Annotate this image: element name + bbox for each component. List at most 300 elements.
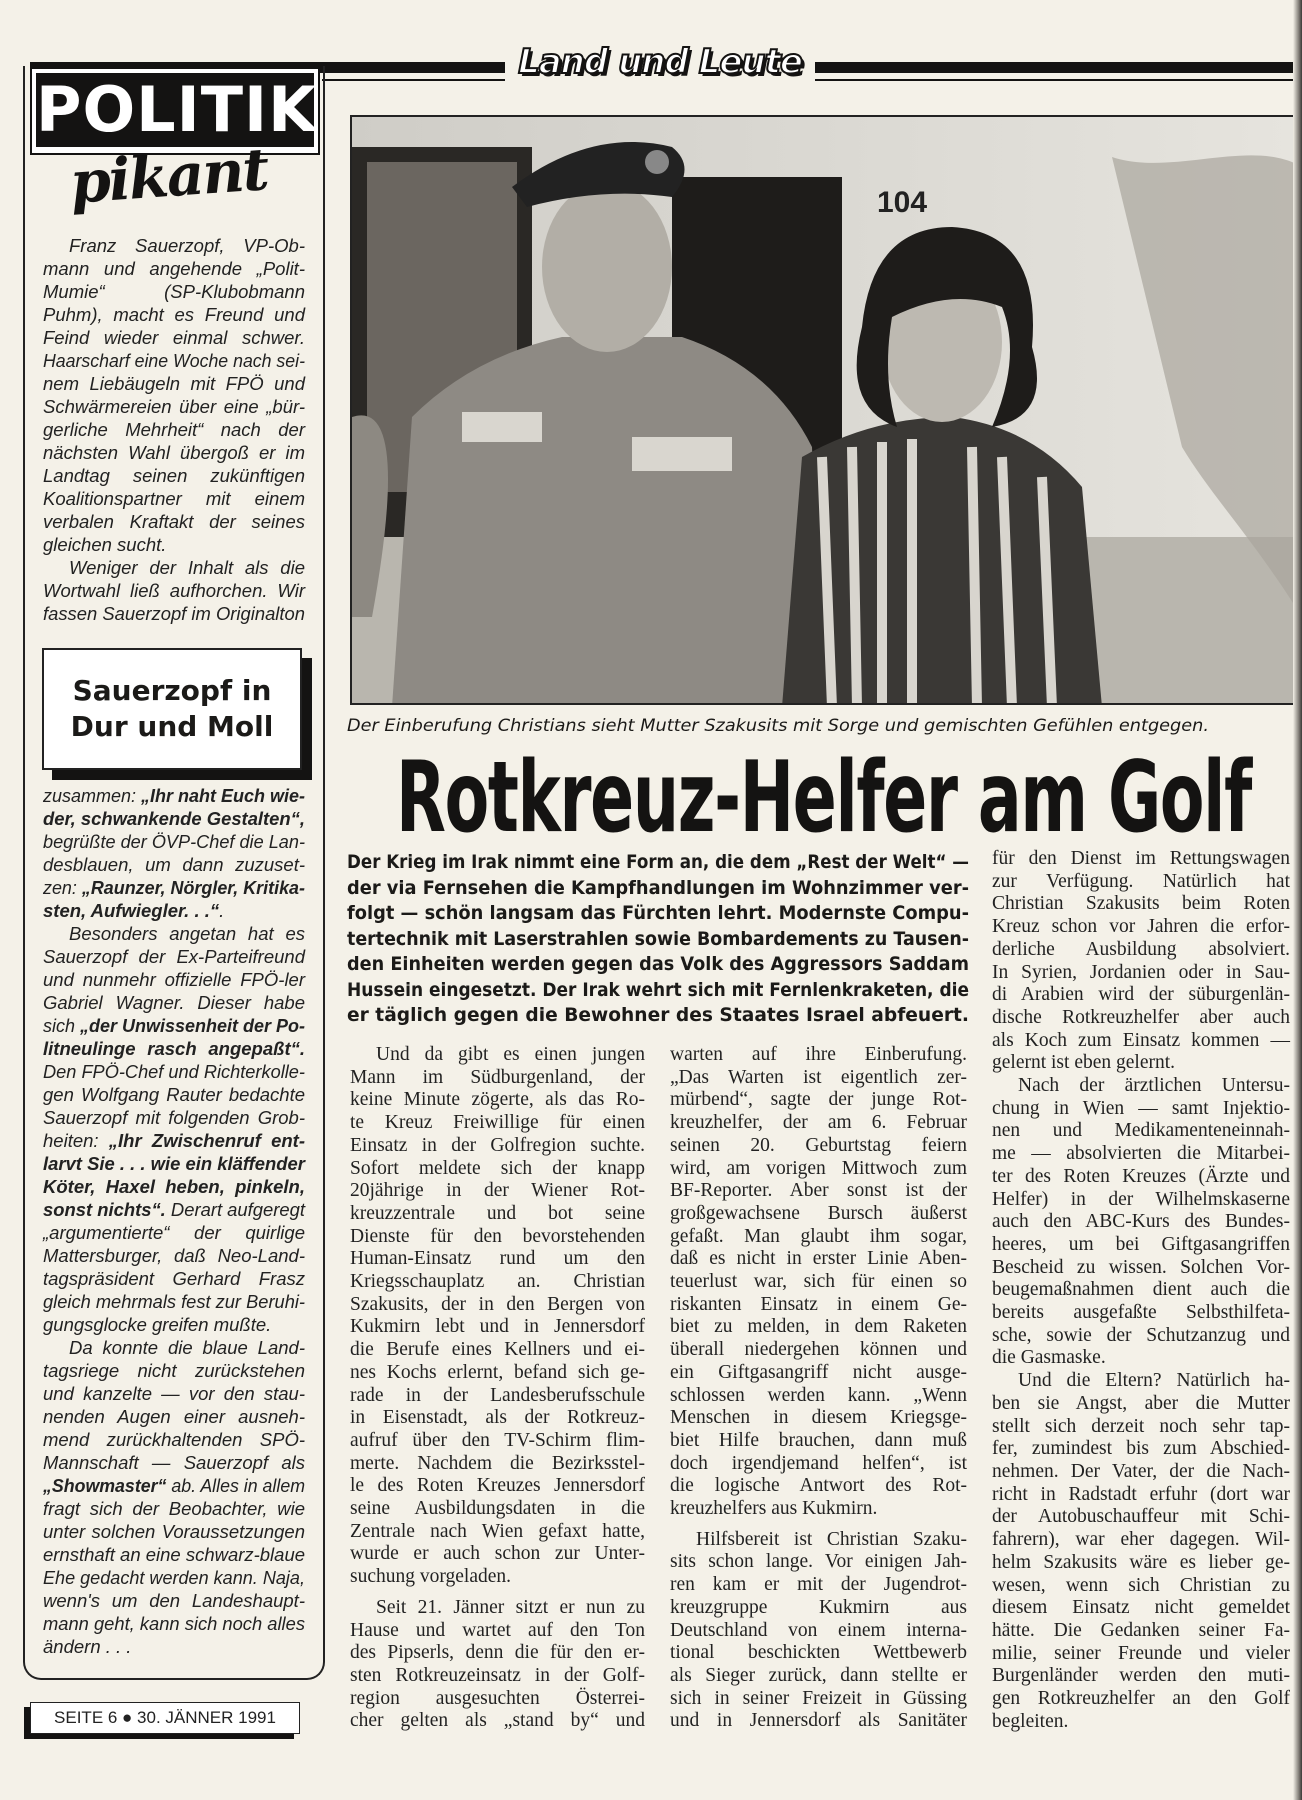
- text-segment: cher gelten als „stand by“ und: [350, 1710, 645, 1732]
- bold-quote: der, schwankende Gestalten“,: [43, 808, 305, 829]
- paragraph: [43, 234, 305, 556]
- text-line: [992, 1711, 1290, 1734]
- bold-quote: „der Unwissenheit der Po-: [80, 1015, 305, 1036]
- text-segment: Christian Szakusits beim Roten: [992, 893, 1290, 915]
- text-segment: mürbend“, sagte der junge Rot-: [670, 1089, 967, 1111]
- text-line: [992, 871, 1290, 894]
- text-line: [43, 1106, 305, 1129]
- text-line: [992, 1279, 1290, 1302]
- text-segment: wurde er auch schon zur Unter-: [350, 1543, 645, 1565]
- text-segment: 20jährige in der Wiener Rot-: [350, 1180, 645, 1202]
- text-line: [670, 1067, 967, 1090]
- text-segment: Mann im Südburgenland, der: [350, 1066, 645, 1088]
- text-segment: Dienste für den bevorstehenden: [350, 1225, 645, 1247]
- text-segment: Helfer) in der Wilhelmskaserne: [992, 1188, 1290, 1210]
- text-line: [43, 1612, 305, 1635]
- text-segment: und in Jennersdorf als Sanitäter: [670, 1710, 967, 1732]
- text-segment: daß es nicht in erster Linie Aben-: [670, 1248, 967, 1270]
- text-segment: großgewachsene Bursch äußerst: [670, 1202, 967, 1224]
- text-segment: BF-Reporter. Aber sonst ist der: [670, 1180, 967, 1202]
- text-line: [670, 1316, 967, 1339]
- text-segment: und kanzelte — vor den stau-: [43, 1383, 305, 1404]
- text-line: [43, 556, 305, 579]
- text-segment: folgt — schön langsam das Fürchten lehrt. Modernste Compu-: [347, 902, 969, 924]
- text-segment: merte. Nachdem die Bezirksstel-: [350, 1452, 645, 1474]
- text-segment: ben sie Angst, aber die Mutter: [992, 1392, 1290, 1414]
- text-segment: Und da gibt es einen jungen: [376, 1044, 645, 1065]
- text-segment: des Pipserls, denn die für den er-: [350, 1642, 645, 1664]
- text-line: [992, 1620, 1290, 1643]
- text-segment: gleichen sucht.: [43, 534, 167, 555]
- text-line: [992, 1438, 1290, 1461]
- text-line: [992, 1075, 1290, 1098]
- text-line: [670, 1430, 967, 1453]
- text-line: [347, 901, 969, 927]
- text-segment: tional beschickten Wettbewerb: [670, 1642, 967, 1664]
- text-line: [350, 1521, 645, 1544]
- text-segment: Hause und wartet auf den Ton: [350, 1619, 645, 1641]
- text-line: [43, 1037, 305, 1060]
- text-line: [43, 395, 305, 418]
- text-line: [347, 927, 969, 953]
- text-segment: unter solchen Voraussetzungen: [43, 1521, 305, 1542]
- text-segment: mann geht, kann sich noch alles: [43, 1613, 305, 1634]
- text-line: [670, 1385, 967, 1408]
- text-segment: Gabriel Wagner. Dieser habe: [43, 992, 305, 1013]
- text-segment: wird, am vorigen Mittwoch zum: [670, 1157, 967, 1179]
- text-segment: Szakusits, der in den Bergen von: [350, 1293, 645, 1315]
- text-segment: auch den ABC-Kurs des Bundes-: [992, 1211, 1290, 1233]
- text-line: [992, 939, 1290, 962]
- paragraph: [670, 1044, 967, 1521]
- text-line: [43, 303, 305, 326]
- text-line: [992, 1302, 1290, 1325]
- text-segment: biet zu melden, in dem Raketen: [670, 1316, 967, 1338]
- text-segment: Kukmirn lebt und in Jennersdorf: [350, 1316, 645, 1338]
- text-segment: gleich mehrmals fest zur Beruhi-: [43, 1291, 305, 1312]
- text-segment: sich: [43, 1015, 81, 1036]
- text-segment: Und die Eltern? Natürlich ha-: [1018, 1370, 1290, 1392]
- text-line: [992, 1643, 1290, 1666]
- text-line: [43, 991, 305, 1014]
- text-line: [350, 1362, 645, 1385]
- article-headline: Rotkreuz-Helfer am Golf: [396, 741, 1251, 855]
- text-line: [43, 1290, 305, 1313]
- text-segment: ab. Alles in allem: [166, 1475, 305, 1496]
- text-segment: Franz Sauerzopf, VP-Ob-: [69, 235, 305, 256]
- text-segment: Sauerzopf der Ex-Parteifreund: [43, 946, 305, 967]
- text-segment: Hilfsbereit ist Christian Szaku-: [696, 1528, 967, 1550]
- text-line: [347, 1003, 969, 1029]
- text-segment: Der Krieg im Irak nimmt eine Form an, die dem „Rest der Welt“ —: [347, 851, 969, 873]
- text-line: [43, 876, 305, 899]
- text-segment: Wortwahl ließ aufhorchen. Wir: [43, 580, 305, 601]
- text-segment: Einsatz in der Golfregion suchte.: [350, 1134, 645, 1156]
- text-line: [350, 1430, 645, 1453]
- text-segment: Haarscharf eine Woche nach sei-: [43, 350, 305, 371]
- text-segment: Bescheid zu wissen. Solchen Vor-: [992, 1256, 1290, 1278]
- text-line: [992, 962, 1290, 985]
- box-title-line1: Sauerzopf in: [72, 674, 272, 707]
- text-segment: nenden Augen einer ausneh-: [43, 1406, 305, 1427]
- text-segment: hätte. Die Gedanken seiner Fa-: [992, 1619, 1290, 1641]
- text-segment: Mumie“ (SP-Klubobmann: [43, 281, 305, 302]
- text-line: [670, 1407, 967, 1430]
- text-line: [992, 1529, 1290, 1552]
- text-segment: Deutschland von einem interna-: [670, 1619, 967, 1641]
- text-line: [43, 487, 305, 510]
- text-line: [43, 1014, 305, 1037]
- text-segment: der via Fernsehen die Kampfhandlungen im Wohnzimmer ver-: [347, 876, 969, 899]
- text-line: [350, 1475, 645, 1498]
- text-line: [670, 1688, 967, 1711]
- text-segment: Feind wieder einmal schwer.: [43, 327, 305, 348]
- text-line: [670, 1498, 967, 1521]
- text-segment: begrüßte der ÖVP-Chef die Lan-: [43, 831, 305, 852]
- text-line: [350, 1566, 645, 1589]
- house-number: 104: [877, 186, 928, 219]
- text-line: [350, 1180, 645, 1203]
- paragraph: [992, 848, 1290, 1075]
- text-line: [43, 807, 305, 830]
- text-segment: Besonders angetan hat es: [69, 923, 305, 944]
- text-line: [670, 1551, 967, 1574]
- text-segment: wesen, wenn sich Christian zu: [992, 1574, 1290, 1596]
- text-segment: suchung vorgeladen.: [350, 1566, 512, 1588]
- text-segment: Da konnte die blaue Land-: [69, 1337, 305, 1358]
- text-segment: sten Rotkreuzeinsatz in der Golf-: [350, 1664, 645, 1686]
- text-line: [43, 1267, 305, 1290]
- text-segment: und nunmehr offizielle FPÖ-ler: [43, 969, 305, 990]
- text-line: [350, 1248, 645, 1271]
- text-segment: warten auf ihre Einberufung.: [670, 1044, 967, 1065]
- text-line: [43, 1336, 305, 1359]
- text-line: [43, 1175, 305, 1198]
- text-line: [43, 1244, 305, 1267]
- text-line: [43, 1428, 305, 1451]
- text-segment: gelernt ist eben gelernt.: [992, 1052, 1176, 1074]
- text-segment: Nach der ärztlichen Untersu-: [1018, 1075, 1290, 1097]
- text-line: [350, 1271, 645, 1294]
- text-segment: Hussein eingesetzt. Der Irak wehrt sich mit Fernlenkraketen, die: [347, 978, 969, 1001]
- text-line: [350, 1112, 645, 1135]
- text-line: [992, 1370, 1290, 1393]
- text-line: [43, 945, 305, 968]
- text-line: [992, 893, 1290, 916]
- text-segment: gen Rotkreuzhelfer an den Golf: [992, 1688, 1290, 1710]
- text-segment: helm Szakusits wäre es lieber ge-: [992, 1551, 1290, 1573]
- text-line: [43, 1405, 305, 1428]
- text-line: [350, 1597, 645, 1620]
- text-line: [350, 1067, 645, 1090]
- text-line: [347, 978, 969, 1004]
- text-segment: mend zurückhaltenden SPÖ-: [43, 1429, 305, 1450]
- text-segment: gen Wolfgang Rauter bedachte: [43, 1084, 305, 1105]
- text-segment: begleiten.: [992, 1710, 1069, 1732]
- text-segment: zen:: [43, 877, 82, 898]
- text-segment: mann und angehende „Polit-: [43, 258, 305, 279]
- bold-quote: „Showmaster“: [43, 1475, 167, 1496]
- text-segment: sche, sowie der Schutzanzug und: [992, 1324, 1290, 1346]
- text-segment: Menschen in diesem Kriegsge-: [670, 1407, 967, 1429]
- text-segment: heeres, um bei Giftgasangriffen: [992, 1233, 1290, 1255]
- text-segment: sits schon lange. Vor einigen Jah-: [670, 1551, 967, 1573]
- text-line: [670, 1529, 967, 1552]
- text-segment: derliche Ausbildung absolviert.: [992, 938, 1290, 960]
- text-segment: In Syrien, Jordanien oder in Sau-: [992, 961, 1290, 983]
- text-line: [992, 1143, 1290, 1166]
- text-segment: gerliche Mehrheit“ nach der: [43, 419, 305, 440]
- paragraph: [670, 1529, 967, 1733]
- text-segment: fahrern), war eher dagegen. Wil-: [992, 1529, 1290, 1551]
- text-segment: richt in Radstadt erfuhr (dort war: [992, 1483, 1290, 1505]
- text-segment: Ehe gedacht werden kann. Naja,: [43, 1567, 305, 1588]
- text-segment: tagspräsident Gerhard Frasz: [43, 1268, 305, 1289]
- text-line: [43, 1497, 305, 1520]
- text-line: [43, 1198, 305, 1221]
- text-line: [43, 533, 305, 556]
- text-line: [992, 1120, 1290, 1143]
- text-line: [992, 916, 1290, 939]
- text-segment: zusammen:: [43, 785, 142, 806]
- paragraph: [43, 922, 305, 1336]
- text-segment: milie, seiner Freunde und vieler: [992, 1642, 1290, 1664]
- text-segment: .: [219, 900, 225, 921]
- text-line: [670, 1710, 967, 1733]
- text-line: [992, 1234, 1290, 1257]
- text-line: [992, 1506, 1290, 1529]
- text-segment: kreuzhelfer, der am 6. Februar: [670, 1112, 967, 1134]
- text-line: [670, 1642, 967, 1665]
- text-segment: Weniger der Inhalt als die: [69, 557, 305, 578]
- text-segment: fassen Sauerzopf im Originalton: [43, 603, 305, 624]
- text-segment: aufruf über den TV-Schirm flim-: [350, 1429, 645, 1451]
- text-segment: nen und Medikamenteneinnah-: [992, 1120, 1290, 1142]
- text-segment: teuerlust war, sich für einen so: [670, 1271, 967, 1293]
- text-line: [43, 326, 305, 349]
- text-line: [350, 1135, 645, 1158]
- text-line: [670, 1158, 967, 1181]
- text-segment: wenn's um den Landeshaupt-: [43, 1590, 305, 1611]
- text-line: [670, 1112, 967, 1135]
- text-segment: „Das Warten ist eigentlich zer-: [670, 1066, 967, 1088]
- column-text-top: [43, 234, 305, 625]
- column-title: POLITIK: [36, 73, 318, 146]
- text-segment: rade in der Landesberufsschule: [350, 1384, 645, 1406]
- text-segment: ein Giftgasangriff nicht ausge-: [670, 1361, 967, 1383]
- paragraph: [350, 1044, 645, 1589]
- text-line: [43, 234, 305, 257]
- text-line: [670, 1044, 967, 1067]
- text-line: [43, 1635, 305, 1658]
- text-segment: ändern . . .: [43, 1636, 132, 1657]
- bold-quote: „Raunzer, Nörgler, Kritika-: [81, 877, 305, 898]
- text-line: [350, 1688, 645, 1711]
- paragraph: [347, 850, 969, 1029]
- text-line: [350, 1294, 645, 1317]
- text-segment: Kreuz schon vor Jahren die erfor-: [992, 916, 1290, 938]
- text-line: [992, 1257, 1290, 1280]
- text-line: [43, 1359, 305, 1382]
- text-segment: in Eisenstadt, als der Rotkreuz-: [350, 1407, 645, 1429]
- text-segment: gungsglocke greifen mußte.: [43, 1314, 272, 1335]
- text-segment: ter des Roten Kreuzes (Ärzte und: [992, 1165, 1290, 1187]
- text-line: [350, 1316, 645, 1339]
- text-line: [350, 1044, 645, 1067]
- text-segment: überall niedergehen können und: [670, 1339, 967, 1361]
- paragraph: [992, 1075, 1290, 1370]
- text-line: [670, 1597, 967, 1620]
- text-line: [350, 1203, 645, 1226]
- box-title-line2: Dur und Moll: [70, 710, 274, 743]
- paragraph: [43, 1336, 305, 1658]
- text-line: [670, 1665, 967, 1688]
- text-segment: Seit 21. Jänner sitzt er nun zu: [376, 1596, 645, 1618]
- paragraph: [992, 1370, 1290, 1733]
- text-line: [992, 984, 1290, 1007]
- text-line: [43, 1451, 305, 1474]
- text-segment: für den Dienst im Rettungswagen: [992, 848, 1290, 869]
- text-line: [43, 372, 305, 395]
- text-line: [670, 1271, 967, 1294]
- text-line: [350, 1089, 645, 1112]
- text-line: [992, 848, 1290, 871]
- text-line: [43, 418, 305, 441]
- text-line: [43, 280, 305, 303]
- text-line: [992, 1098, 1290, 1121]
- text-segment: gefaßt. Man glaubt ihm sogar,: [670, 1225, 967, 1247]
- text-segment: diesem Einsatz nicht gemeldet: [992, 1597, 1290, 1619]
- text-segment: nem Liebäugeln mit FPÖ und: [43, 373, 305, 394]
- paragraph: [43, 556, 305, 625]
- text-segment: ernsthaft an eine schwarz-blaue: [43, 1544, 305, 1565]
- article-column-3: [992, 848, 1290, 1733]
- text-segment: kreuzhelfers aus Kukmirn.: [670, 1498, 878, 1520]
- column-box-title: [42, 648, 302, 770]
- text-segment: di Arabien wird der süburgenlän-: [992, 984, 1290, 1006]
- section-title: Land und Leute: [505, 40, 815, 84]
- bold-quote: litneulinge rasch angepaßt“.: [43, 1038, 305, 1059]
- text-line: [43, 1589, 305, 1612]
- text-line: [350, 1620, 645, 1643]
- column-text-bottom: [43, 784, 305, 1658]
- text-line: [43, 1083, 305, 1106]
- text-line: [992, 1189, 1290, 1212]
- paragraph: [350, 1597, 645, 1733]
- text-line: [992, 1052, 1290, 1075]
- text-line: [670, 1339, 967, 1362]
- text-line: [347, 952, 969, 978]
- text-segment: schlossen werden kann. „Wenn: [670, 1384, 967, 1406]
- text-segment: kreuzgruppe Kukmirn aus: [670, 1596, 967, 1618]
- text-segment: stellt sich derzeit noch sehr tap-: [992, 1415, 1290, 1437]
- text-line: [43, 579, 305, 602]
- text-segment: tertechnik mit Laserstrahlen sowie Bombardements zu Tausen-: [347, 927, 969, 950]
- article-photo: [350, 115, 1300, 705]
- text-line: [350, 1710, 645, 1733]
- bold-quote: sten, Aufwiegler. . .“: [43, 900, 220, 921]
- text-line: [43, 1520, 305, 1543]
- text-line: [670, 1294, 967, 1317]
- text-line: [670, 1475, 967, 1498]
- text-line: [670, 1203, 967, 1226]
- text-segment: Mannschaft — Sauerzopf als: [43, 1452, 305, 1473]
- text-segment: Mattersburger, daß Neo-Land-: [43, 1245, 305, 1266]
- text-segment: doch irgendjemand helfen“, ist: [670, 1452, 967, 1474]
- text-segment: der Autobuschauffeur mit Schi-: [992, 1506, 1290, 1528]
- text-line: [43, 1129, 305, 1152]
- text-segment: seine Ausbildungsdaten in die: [350, 1498, 645, 1520]
- text-segment: Kriegsschauplatz an. Christian: [350, 1271, 645, 1293]
- text-line: [350, 1158, 645, 1181]
- column-subtitle: pikant: [67, 135, 270, 217]
- text-segment: die logische Antwort des Rot-: [670, 1475, 967, 1497]
- text-segment: den Einheiten werden gegen das Volk des Aggressors Saddam: [347, 953, 969, 975]
- text-line: [670, 1135, 967, 1158]
- text-line: [43, 853, 305, 876]
- text-segment: sich in seiner Freizeit in Güssing: [670, 1687, 967, 1709]
- text-segment: chung in Wien — samt Injektio-: [992, 1097, 1290, 1119]
- text-line: [43, 349, 305, 372]
- text-segment: Den FPÖ-Chef und Richterkolle-: [43, 1061, 305, 1082]
- text-line: [670, 1226, 967, 1249]
- article-column-2: [670, 1044, 967, 1733]
- text-segment: nehmen. Der Vater, der die Nach-: [992, 1460, 1290, 1482]
- text-line: [992, 1461, 1290, 1484]
- text-segment: bereits ausgefaßte Selbsthilfeta-: [992, 1302, 1290, 1324]
- text-segment: fer, zumindest bis zum Abschied-: [992, 1438, 1290, 1460]
- text-segment: Human-Einsatz rund um den: [350, 1248, 645, 1270]
- text-segment: zur Verfügung. Natürlich hat: [992, 870, 1290, 892]
- article-lede: [347, 850, 969, 1029]
- text-segment: Sofort meldete sich der knapp: [350, 1157, 645, 1179]
- text-segment: beugemaßnahmen dient auch die: [992, 1279, 1290, 1301]
- text-segment: die Berufe eines Kellners und ei-: [350, 1339, 645, 1361]
- text-line: [43, 441, 305, 464]
- text-line: [43, 1474, 305, 1497]
- text-segment: er täglich gegen die Bewohner des Staates Israel abfeuert.: [347, 1004, 969, 1026]
- text-segment: als Koch zum Einsatz kommen —: [992, 1029, 1290, 1051]
- text-segment: Zentrale nach Wien gefaxt hatte,: [350, 1520, 645, 1542]
- text-line: [992, 1688, 1290, 1711]
- text-line: [43, 257, 305, 280]
- text-line: [43, 968, 305, 991]
- text-line: [43, 1543, 305, 1566]
- page-footer: SEITE 6 ● 30. JÄNNER 1991: [30, 1702, 300, 1734]
- text-segment: ren kam er mit der Jugendrot-: [670, 1574, 967, 1596]
- text-line: [670, 1180, 967, 1203]
- text-line: [350, 1543, 645, 1566]
- text-segment: Sauerzopf mit folgenden Grob-: [43, 1107, 305, 1128]
- text-line: [350, 1665, 645, 1688]
- text-segment: keine Minute zögerte, als das Ro-: [350, 1089, 645, 1111]
- paragraph: [43, 784, 305, 922]
- text-segment: nes Kochs erlernt, befand sich ge-: [350, 1361, 645, 1383]
- text-line: [992, 1166, 1290, 1189]
- text-line: [992, 1575, 1290, 1598]
- text-line: [670, 1453, 967, 1476]
- text-line: [350, 1407, 645, 1430]
- text-segment: kreuzzentrale und bot seine: [350, 1202, 645, 1224]
- text-line: [992, 1665, 1290, 1688]
- text-line: [670, 1620, 967, 1643]
- text-line: [992, 1325, 1290, 1348]
- text-line: [992, 1416, 1290, 1439]
- text-line: [670, 1089, 967, 1112]
- bold-quote: „Ihr naht Euch wie-: [141, 785, 305, 806]
- text-segment: desblauen, um dann zuzuset-: [43, 854, 305, 875]
- photo-illustration: [352, 117, 1300, 705]
